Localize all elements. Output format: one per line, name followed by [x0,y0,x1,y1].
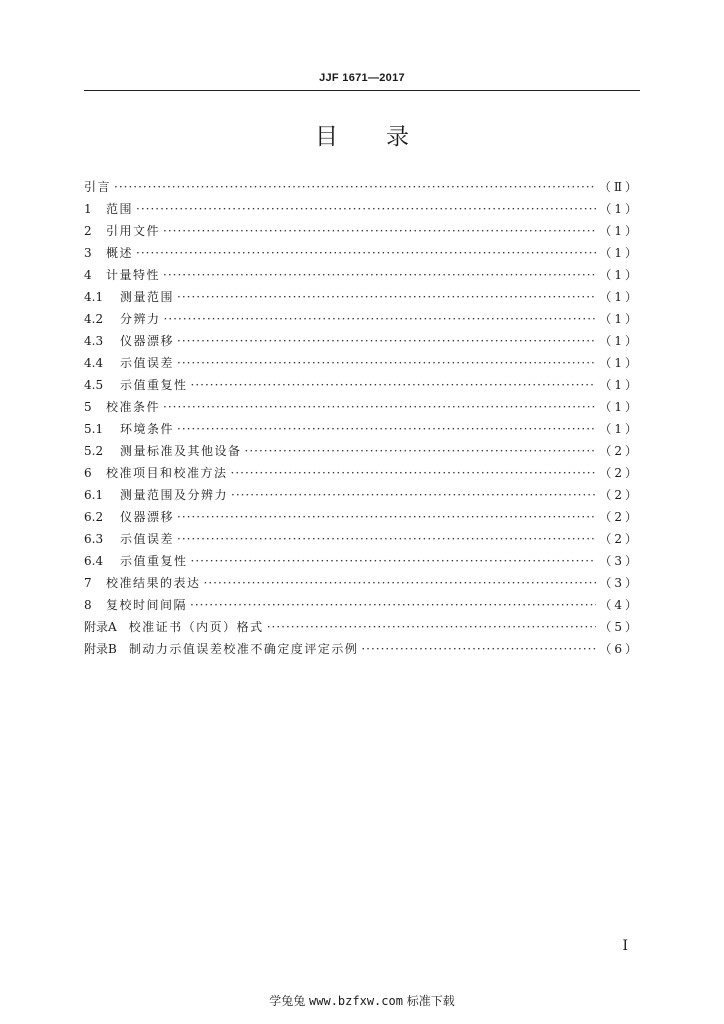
toc-entry-number: 6.3 [84,532,104,546]
toc-entry-number: 4.4 [84,356,104,370]
toc-entry-number: 4.5 [84,378,104,392]
toc-entry-number: 8 [84,598,92,612]
toc-entry[interactable] [84,462,640,484]
toc-entry-title: 校准证书（内页）格式 [128,620,264,634]
toc-entry[interactable] [84,484,640,506]
toc-entry-title: 引用文件 [106,224,161,238]
toc-entry-number: 6.1 [84,488,104,502]
toc-leader-dots [267,616,597,638]
toc-entry-page: （1） [599,378,640,392]
footer-site-name: 学兔兔 [269,994,306,1008]
toc-leader-dots [177,506,596,528]
toc-entry[interactable] [84,220,640,242]
toc-entry-number: 4.2 [84,312,104,326]
toc-leader-dots [163,264,596,286]
toc-leader-dots [245,440,597,462]
toc-leader-dots [164,308,597,330]
toc-entry[interactable] [84,616,640,638]
toc-leader-dots [163,220,596,242]
toc-entry-title: 分辨力 [120,312,161,326]
toc-entry[interactable] [84,594,640,616]
toc-entry-number: 4.1 [84,290,104,304]
toc-entry-page: （1） [599,268,640,282]
toc-entry[interactable] [84,176,640,198]
toc-entry-title: 仪器漂移 [120,510,175,524]
toc-entry-number: 附录B [84,642,117,656]
toc-leader-dots [204,572,597,594]
toc-entry[interactable] [84,572,640,594]
toc-entry-page: （2） [599,510,640,524]
toc-leader-dots [177,330,596,352]
standard-code: JJF 1671—2017 [319,72,405,84]
toc-entry-page: （1） [599,400,640,414]
page-number: I [622,938,628,954]
toc-leader-dots [136,242,596,264]
footer-tagline: 标准下载 [406,994,455,1008]
toc-entry[interactable] [84,550,640,572]
toc-leader-dots [190,594,596,616]
toc-leader-dots [191,550,597,572]
toc-entry[interactable] [84,440,640,462]
toc-entry-number: 6.4 [84,554,104,568]
toc-entry-page: （1） [599,422,640,436]
toc-entry-number: 2 [84,224,92,238]
table-of-contents [84,176,640,660]
toc-entry-title: 引言 [84,180,112,194]
toc-entry-title: 测量标准及其他设备 [120,444,242,458]
toc-entry[interactable] [84,374,640,396]
toc-entry-page: （1） [599,334,640,348]
toc-entry-title: 复校时间间隔 [106,598,188,612]
toc-entry-number: 4 [84,268,92,282]
toc-leader-dots [114,176,596,198]
toc-entry[interactable] [84,264,640,286]
toc-entry-page: （5） [599,620,640,634]
toc-entry-page: （4） [599,598,640,612]
toc-entry-number: 5 [84,400,92,414]
toc-entry-title: 测量范围 [120,290,175,304]
toc-entry[interactable] [84,198,640,220]
toc-entry[interactable] [84,528,640,550]
toc-entry-number: 1 [84,202,92,216]
toc-entry-page: （2） [599,488,640,502]
toc-entry[interactable] [84,418,640,440]
toc-entry-page: （3） [599,554,640,568]
toc-entry-title: 示值误差 [120,532,175,546]
toc-entry[interactable] [84,638,640,660]
toc-entry-title: 范围 [106,202,134,216]
toc-entry-title: 概述 [106,246,134,260]
toc-leader-dots [177,352,596,374]
toc-entry-title: 制动力示值误差校准不确定度评定示例 [128,642,359,656]
toc-entry-page: （2） [599,444,640,458]
toc-entry-page: （1） [599,312,640,326]
toc-entry-title: 示值误差 [120,356,175,370]
toc-entry-number: 7 [84,576,92,590]
toc-entry-page: （3） [599,576,640,590]
toc-entry-page: （2） [599,466,640,480]
page-title: 目录 [315,124,457,150]
toc-entry[interactable] [84,308,640,330]
toc-entry[interactable] [84,242,640,264]
toc-entry-number: 5.2 [84,444,104,458]
toc-entry-page: （2） [599,532,640,546]
toc-entry[interactable] [84,352,640,374]
footer-url[interactable]: www.bzfxw.com [309,994,403,1008]
toc-entry-title: 示值重复性 [120,378,188,392]
toc-leader-dots [177,286,596,308]
toc-leader-dots [177,418,596,440]
toc-entry-page: （1） [599,202,640,216]
toc-entry-page: （1） [599,356,640,370]
toc-entry-title: 校准条件 [106,400,161,414]
toc-entry[interactable] [84,506,640,528]
toc-entry-number: 附录A [84,620,117,634]
toc-entry-number: 4.3 [84,334,104,348]
document-header [84,68,640,91]
toc-leader-dots [231,462,597,484]
toc-entry-page: （6） [599,642,640,656]
toc-entry-title: 环境条件 [120,422,175,436]
toc-leader-dots [361,638,596,660]
toc-entry-title: 校准项目和校准方法 [106,466,228,480]
toc-entry-title: 校准结果的表达 [106,576,201,590]
toc-entry-title: 计量特性 [106,268,161,282]
toc-entry[interactable] [84,396,640,418]
footer [0,992,724,1010]
toc-entry-title: 测量范围及分辨力 [120,488,229,502]
toc-entry-title: 示值重复性 [120,554,188,568]
toc-leader-dots [163,396,596,418]
toc-entry-number: 3 [84,246,92,260]
toc-leader-dots [136,198,596,220]
toc-entry[interactable] [84,330,640,352]
toc-entry-title: 仪器漂移 [120,334,175,348]
toc-entry-page: （1） [599,290,640,304]
toc-entry-number: 6.2 [84,510,104,524]
toc-leader-dots [177,528,596,550]
toc-entry[interactable] [84,286,640,308]
toc-leader-dots [231,484,596,506]
toc-leader-dots [191,374,597,396]
toc-entry-number: 5.1 [84,422,104,436]
toc-entry-page: （1） [599,224,640,238]
toc-entry-number: 6 [84,466,92,480]
toc-entry-page: （1） [599,246,640,260]
toc-entry-page: （Ⅱ） [598,180,640,194]
